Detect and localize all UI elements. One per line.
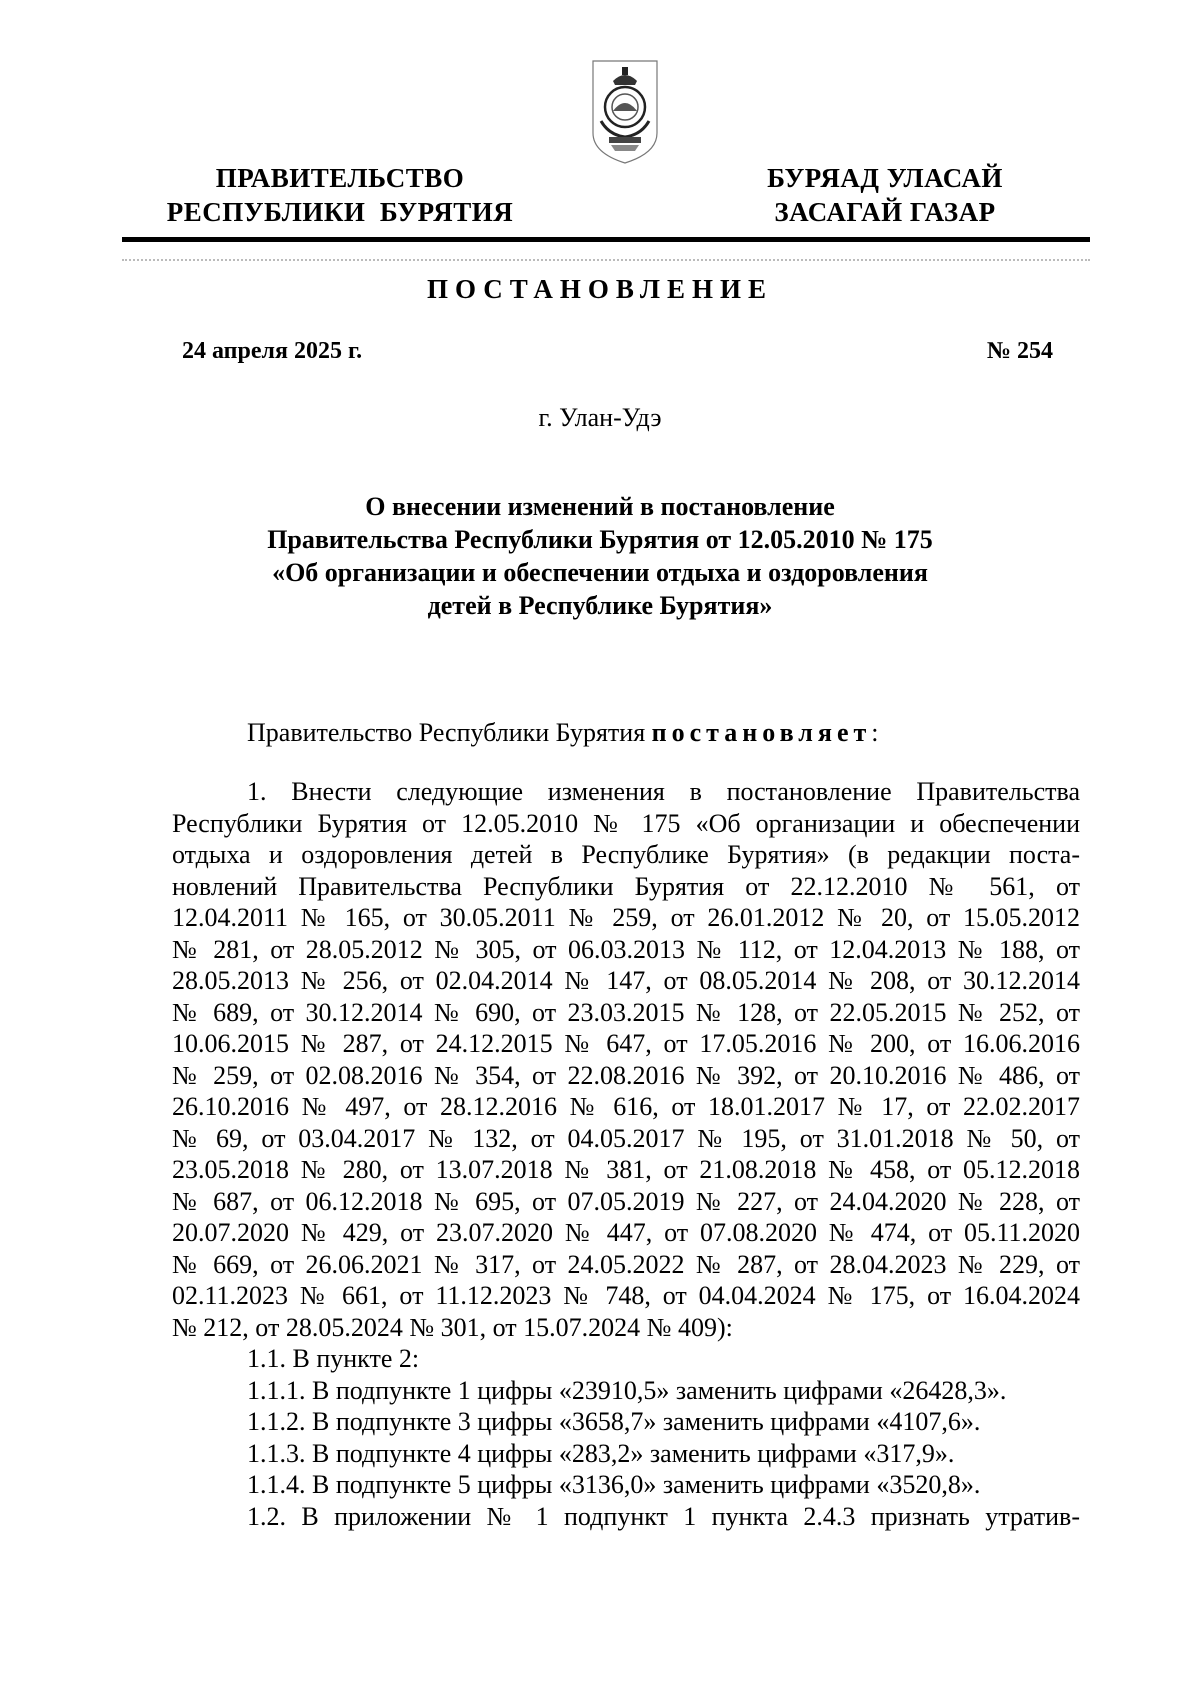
preamble <box>247 718 879 748</box>
subitem-line: 1.1.3. В подпункте 4 цифры «283,2» заменить цифрами «317,9». <box>247 1438 955 1468</box>
document-number: № 254 <box>986 338 1053 364</box>
paragraph-line: 10.06.2015 № 287, от 24.12.2015 № 647, от 17.05.2016 № 200, от 16.06.2016 <box>172 1029 1080 1058</box>
subitem-line: 1.1.2. В подпункте 3 цифры «3658,7» заменить цифрами «4107,6». <box>247 1407 981 1436</box>
coat-of-arms-icon <box>589 55 661 167</box>
header-divider-thick <box>122 237 1090 242</box>
document-type: ПОСТАНОВЛЕНИЕ <box>426 274 774 304</box>
subitem-line: 1.1.4. В подпункте 5 цифры «3136,0» заменить цифрами «3520,8». <box>247 1470 981 1499</box>
subitem-line: 1.1. В пункте 2: <box>247 1344 420 1373</box>
header-left-block <box>160 161 520 229</box>
paragraph-line: 20.07.2020 № 429, от 23.07.2020 № 447, от 07.08.2020 № 474, от 05.11.2020 <box>172 1218 1080 1247</box>
paragraph-line: новлений Правительства Республики Бурятия от 22.12.2010 № 561, от <box>172 871 1080 901</box>
paragraph-line: 12.04.2011 № 165, от 30.05.2011 № 259, от 26.01.2012 № 20, от 15.05.2012 <box>172 903 1080 932</box>
paragraph-line: 1. Внести следующие изменения в постановление Правительства <box>247 777 1080 806</box>
header-right-line-1: БУРЯАД УЛАСАЙ <box>767 163 1003 193</box>
header-left-line-2: РЕСПУБЛИКИ БУРЯТИЯ <box>166 197 514 227</box>
paragraph-line: № 689, от 30.12.2014 № 690, от 23.03.2015 № 128, от 22.05.2015 № 252, от <box>172 997 1080 1027</box>
preamble-prefix: Правительство Республики Бурятия <box>247 718 652 747</box>
paragraph-line: № 69, от 03.04.2017 № 132, от 04.05.2017 № 195, от 31.01.2018 № 50, от <box>172 1123 1080 1153</box>
paragraph-line: 23.05.2018 № 280, от 13.07.2018 № 381, от 21.08.2018 № 458, от 05.12.2018 <box>172 1155 1080 1184</box>
document-city: г. Улан-Удэ <box>538 403 662 432</box>
header-divider-thin <box>122 259 1090 261</box>
title-line: «Об организации и обеспечении отдыха и оздоровления <box>272 558 928 587</box>
document-title <box>200 490 1000 622</box>
preamble-suffix: : <box>871 718 879 747</box>
document-body <box>172 776 1080 1532</box>
title-line: О внесении изменений в постановление <box>365 492 835 521</box>
paragraph-line: отдыха и оздоровления детей в Республике Бурятия» (в редакции поста- <box>172 840 1080 869</box>
paragraph-line: № 687, от 06.12.2018 № 695, от 07.05.2019 № 227, от 24.04.2020 № 228, от <box>172 1186 1080 1216</box>
header-right-block <box>720 161 1050 229</box>
paragraph-line: 28.05.2013 № 256, от 02.04.2014 № 147, от 08.05.2014 № 208, от 30.12.2014 <box>172 966 1080 995</box>
preamble-verb: постановляет <box>651 718 872 747</box>
document-date: 24 апреля 2025 г. <box>182 338 363 364</box>
paragraph-line: № 212, от 28.05.2024 № 301, от 15.07.2024 № 409): <box>172 1312 733 1342</box>
subitem-line: 1.2. В приложении № 1 подпункт 1 пункта 2.4.3 признать утратив- <box>247 1501 1080 1531</box>
header-right-line-2: ЗАСАГАЙ ГАЗАР <box>774 197 996 227</box>
paragraph-line: Республики Бурятия от 12.05.2010 № 175 «Об организации и обеспечении <box>172 808 1080 838</box>
header-left-line-1: ПРАВИТЕЛЬСТВО <box>215 163 465 193</box>
paragraph-line: 26.10.2016 № 497, от 28.12.2016 № 616, от 18.01.2017 № 17, от 22.02.2017 <box>172 1092 1080 1121</box>
paragraph-line: № 259, от 02.08.2016 № 354, от 22.08.2016 № 392, от 20.10.2016 № 486, от <box>172 1060 1080 1090</box>
title-line: Правительства Республики Бурятия от 12.05.2010 № 175 <box>267 525 933 554</box>
paragraph-line: № 669, от 26.06.2021 № 317, от 24.05.2022 № 287, от 28.04.2023 № 229, от <box>172 1249 1080 1279</box>
paragraph-line: 02.11.2023 № 661, от 11.12.2023 № 748, от 04.04.2024 № 175, от 16.04.2024 <box>172 1281 1080 1310</box>
subitem-line: 1.1.1. В подпункте 1 цифры «23910,5» заменить цифрами «26428,3». <box>247 1375 1007 1405</box>
title-line: детей в Республике Бурятия» <box>427 591 773 620</box>
paragraph-line: № 281, от 28.05.2012 № 305, от 06.03.2013 № 112, от 12.04.2013 № 188, от <box>172 934 1080 964</box>
